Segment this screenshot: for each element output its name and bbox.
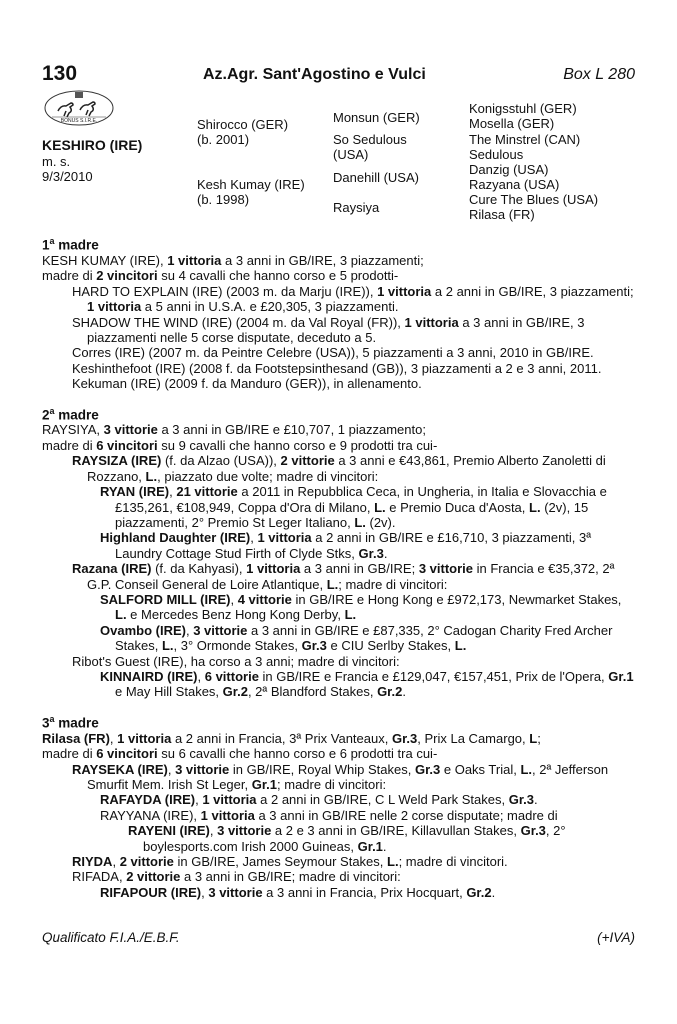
footer-qualification: Qualificato F.I.A./E.B.F. <box>42 930 180 945</box>
pedigree-entry: RAYSIYA, 3 vittorie a 3 anni in GB/IRE e £10,707, 1 piazzamento; <box>42 422 426 438</box>
section-heading: 3$^a$ madre <box>42 713 99 731</box>
section-heading: 2$^a$ madre <box>42 405 99 423</box>
lot-number: 130 <box>42 62 78 85</box>
pedigree-entry: RYAN (IRE), 21 vittorie a 2011 in Repubblica Ceca, in Ungheria, in Italia e Slovacchia e £135,261, €108,949, Coppa d'Ora di Milano, L. e Premio Duca d'Aosta, L. (2v), 15 piazzamenti, 2° Premio St Leger Italiano, L. (2v). <box>100 484 607 530</box>
pedigree-entry: madre di 6 vincitori su 9 cavalli che hanno corso e 9 prodotti tra cui- <box>42 437 438 453</box>
pedigree-entry: KESH KUMAY (IRE), 1 vittoria a 3 anni in GB/IRE, 3 piazzamenti; <box>42 252 424 268</box>
pedigree-gen3: Sedulous <box>469 147 524 162</box>
pedigree-gen2: Monsun (GER) <box>333 110 420 125</box>
pedigree-entry: HARD TO EXPLAIN (IRE) (2003 m. da Marju (IRE)), 1 vittoria a 2 anni in GB/IRE, 3 piazzamenti; 1 vittoria a 5 anni in U.S.A. e £20,305, 3 piazzamenti. <box>72 283 634 315</box>
pedigree-entry: Ribot's Guest (IRE), ha corso a 3 anni; madre di vincitori: <box>72 653 400 669</box>
pedigree-entry: RAYENI (IRE), 3 vittorie a 2 e 3 anni in GB/IRE, Killavullan Stakes, Gr.3, 2° boylesports.com Irish 2000 Guineas, Gr.1. <box>128 823 566 854</box>
pedigree-sire: Shirocco (GER) <box>197 117 289 132</box>
pedigree-sire-year: (b. 2001) <box>197 132 250 147</box>
pedigree-entry: RAYSEKA (IRE), 3 vittorie in GB/IRE, Royal Whip Stakes, Gr.3 e Oaks Trial, L., 2ª Jefferson Smurfit Mem. Irish St Leger, Gr.1; madre di vincitori: <box>72 761 609 792</box>
pedigree-dam: Kesh Kumay (IRE) <box>197 177 305 192</box>
section-heading: 1$^a$ madre <box>42 236 99 253</box>
pedigree-gen2: Danehill (USA) <box>333 170 419 185</box>
family-sections <box>42 234 636 900</box>
pedigree-entry: Kekuman (IRE) (2009 f. da Manduro (GER)), in allenamento. <box>72 376 422 392</box>
horse-name: KESHIRO (IRE) <box>42 137 143 153</box>
footer-vat: (+IVA) <box>597 930 635 945</box>
pedigree-entry: madre di 6 vincitori su 6 cavalli che hanno corso e 6 prodotti tra cui- <box>42 746 438 762</box>
dam-section <box>42 234 636 392</box>
pedigree-gen3: Konigsstuhl (GER) <box>469 101 577 116</box>
dam-section <box>42 712 636 900</box>
pedigree-gen2: Raysiya <box>333 200 380 215</box>
pedigree-dam-year: (b. 1998) <box>197 192 250 207</box>
pedigree-gen3: Mosella (GER) <box>469 116 555 131</box>
pedigree-entry: SALFORD MILL (IRE), 4 vittorie in GB/IRE e Hong Kong e £972,173, Newmarket Stakes, L. e Mercedes Benz Hong Kong Derby, L. <box>100 591 622 623</box>
pedigree-entry: RAFAYDA (IRE), 1 vittoria a 2 anni in GB/IRE, C L Weld Park Stakes, Gr.3. <box>100 792 538 808</box>
pedigree-gen3: The Minstrel (CAN) <box>469 132 581 147</box>
logo-text: BONUS S.I.R.E. <box>60 118 98 124</box>
pedigree-gen2: (USA) <box>333 147 369 162</box>
box-number: Box L 280 <box>563 66 635 83</box>
bonus-sire-logo <box>44 90 114 126</box>
horse-sex: m. s. <box>42 154 71 169</box>
pedigree-entry: Keshinthefoot (IRE) (2008 f. da Footstepsinthesand (GB)), 3 piazzamenti a 2 e 3 anni, 2011. <box>72 360 602 376</box>
dam-section <box>42 404 636 700</box>
pedigree-entry: RIFAPOUR (IRE), 3 vittorie a 3 anni in Francia, Prix Hocquart, Gr.2. <box>100 884 496 900</box>
pedigree-entry: Ovambo (IRE), 3 vittorie a 3 anni in GB/IRE e £87,335, 2° Cadogan Charity Fred Archer Stakes, L., 3° Ormonde Stakes, Gr.3 e CIU Serlby Stakes, L. <box>100 622 613 654</box>
pedigree-entry: Corres (IRE) (2007 m. da Peintre Celebre (USA)), 5 piazzamenti a 3 anni, 2010 in GB/IRE. <box>72 345 594 361</box>
pedigree-entry: Highland Daughter (IRE), 1 vittoria a 2 anni in GB/IRE e £16,710, 3 piazzamenti, 3ª Laundry Cottage Stud Firth of Clyde Stks, Gr.3. <box>100 530 592 561</box>
pedigree-entry: KINNAIRD (IRE), 6 vittorie in GB/IRE e Francia e £129,047, €157,451, Prix de l'Opera, Gr.1 e May Hill Stakes, Gr.2, 2ª Blandford Stakes, Gr.2. <box>100 668 634 700</box>
pedigree-entry: RIYDA, 2 vittorie in GB/IRE, James Seymour Stakes, L.; madre di vincitori. <box>72 853 508 869</box>
pedigree-entry: SHADOW THE WIND (IRE) (2004 m. da Val Royal (FR)), 1 vittoria a 3 anni in GB/IRE, 3 piazzamenti nelle 5 corse disputate, deceduto a 5. <box>72 314 585 345</box>
breeder-name: Az.Agr. Sant'Agostino e Vulci <box>203 66 426 83</box>
pedigree-entry: Rilasa (FR), 1 vittoria a 2 anni in Francia, 3ª Prix Vanteaux, Gr.3, Prix La Camargo, L; <box>42 730 541 746</box>
pedigree-gen3: Danzig (USA) <box>469 162 549 177</box>
pedigree-gen3: Razyana (USA) <box>469 177 560 192</box>
pedigree-gen2: So Sedulous <box>333 132 407 147</box>
pedigree-gen3: Rilasa (FR) <box>469 207 535 222</box>
pedigree-entry: RAYYANA (IRE), 1 vittoria a 3 anni in GB/IRE nelle 2 corse disputate; madre di <box>100 807 558 823</box>
pedigree-entry: Razana (IRE) (f. da Kahyasi), 1 vittoria a 3 anni in GB/IRE; 3 vittorie in Francia e €35,372, 2ª G.P. Conseil General de Loire Atlantique, L.; madre di vincitori: <box>72 561 615 592</box>
horse-dob: 9/3/2010 <box>42 169 93 184</box>
pedigree-entry: madre di 2 vincitori su 4 cavalli che hanno corso e 5 prodotti- <box>42 268 399 284</box>
pedigree-entry: RIFADA, 2 vittorie a 3 anni in GB/IRE; madre di vincitori: <box>72 869 401 885</box>
pedigree-gen3: Cure The Blues (USA) <box>469 192 599 207</box>
pedigree-entry: RAYSIZA (IRE) (f. da Alzao (USA)), 2 vittorie a 3 anni e €43,861, Premio Alberto Zanoletti di Rozzano, L., piazzato due volte; madre di vincitori: <box>72 453 606 484</box>
